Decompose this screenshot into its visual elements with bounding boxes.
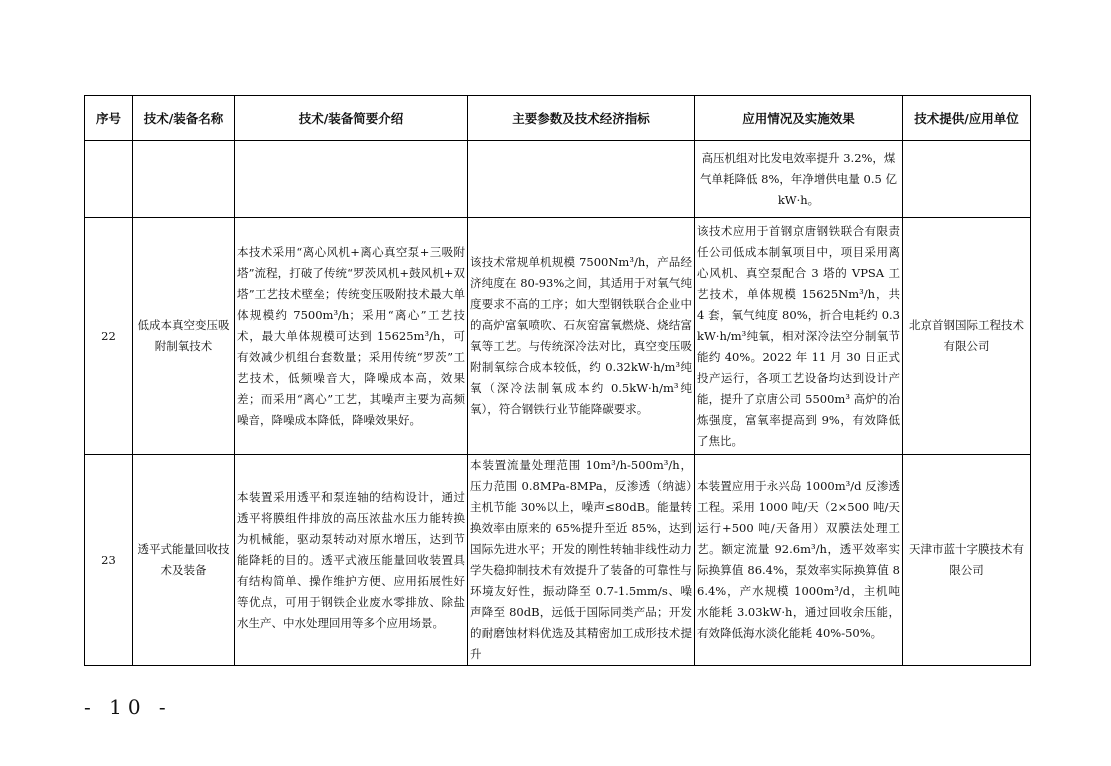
- cell-name: 低成本真空变压吸附制氧技术: [133, 218, 235, 455]
- header-name: 技术/装备名称: [133, 96, 235, 141]
- header-no: 序号: [85, 96, 133, 141]
- cell-application: 该技术应用于首钢京唐钢铁联合有限责任公司低成本制氧项目中，项目采用离心风机、真空泵配合 3 塔的 VPSA 工艺技术，单体规模 15625Nm³/h，共 4 套，氧气纯度 80%，折合电耗约 0.3kW·h/m³纯氧，相对深冷法空分制氧节能约 40%。2022 年 11 月 30 日正式投产运行，各项工艺设备均达到设计产能，提升了京唐公司 5500m³ 高炉的冶炼强度，富氧率提高到 9%，有效降低了焦比。: [695, 218, 903, 455]
- cell-unit: [903, 141, 1031, 218]
- cell-name: 透平式能量回收技术及装备: [133, 455, 235, 666]
- table-row-continuation: [85, 141, 1031, 218]
- header-application: 应用情况及实施效果: [695, 96, 903, 141]
- cell-unit: 北京首钢国际工程技术有限公司: [903, 218, 1031, 455]
- cell-no: 22: [85, 218, 133, 455]
- cell-intro: 本技术采用“离心风机+离心真空泵+三吸附塔”流程，打破了传统“罗茨风机+鼓风机+双塔”工艺技术壁垒；传统变压吸附技术最大单体规模约 7500m³/h；采用“离心”工艺技术，最大单体规模可达到 15625m³/h，可有效减少机组台套数量；采用传统“罗茨”工艺技术，低频噪音大，降噪成本高，效果差；而采用“离心”工艺，其噪声主要为高频噪音，降噪成本降低，降噪效果好。: [235, 218, 468, 455]
- cell-intro: [235, 141, 468, 218]
- cell-name: [133, 141, 235, 218]
- header-unit: 技术提供/应用单位: [903, 96, 1031, 141]
- table-header-row: [85, 96, 1031, 141]
- header-params: 主要参数及技术经济指标: [468, 96, 695, 141]
- cell-application: 高压机组对比发电效率提升 3.2%，煤气单耗降低 8%，年净增供电量 0.5 亿 kW·h。: [695, 141, 903, 218]
- cell-unit: 天津市蓝十字膜技术有限公司: [903, 455, 1031, 666]
- cell-params: [468, 141, 695, 218]
- page-number: - 10 -: [84, 695, 172, 719]
- cell-intro: 本装置采用透平和泵连轴的结构设计，通过透平将膜组件排放的高压浓盐水压力能转换为机械能，驱动泵转动对原水增压，达到节能降耗的目的。透平式液压能量回收装置具有结构简单、操作维护方便、应用拓展性好等优点，可用于钢铁企业废水零排放、除盐水生产、中水处理回用等多个应用场景。: [235, 455, 468, 666]
- technology-catalog-table: [84, 95, 1031, 666]
- cell-no: [85, 141, 133, 218]
- header-intro: 技术/装备简要介绍: [235, 96, 468, 141]
- cell-params: 本装置流量处理范围 10m³/h-500m³/h，压力范围 0.8MPa-8MPa，反渗透（纳滤）主机节能 30%以上，噪声≤80dB。能量转换效率由原来的 65%提升至近 85%，达到国际先进水平；开发的刚性转轴非线性动力学失稳抑制技术有效提升了装备的可靠性与环境友好性，振动降至 0.7-1.5mm/s、噪声降至 80dB，远低于国际同类产品；开发的耐磨蚀材料优选及其精密加工成形技术提升: [468, 455, 695, 666]
- cell-params: 该技术常规单机规模 7500Nm³/h，产品经济纯度在 80-93%之间，其适用于对氧气纯度要求不高的工序；如大型钢铁联合企业中的高炉富氧喷吹、石灰窑富氧燃烧、烧结富氧等工艺。与传统深冷法对比，真空变压吸附制氧综合成本较低，约 0.32kW·h/m³纯氧（深冷法制氧成本约 0.5kW·h/m³纯氧），符合钢铁行业节能降碳要求。: [468, 218, 695, 455]
- cell-application: 本装置应用于永兴岛 1000m³/d 反渗透工程。采用 1000 吨/天（2×500 吨/天运行+500 吨/天备用）双膜法处理工艺。额定流量 92.6m³/h，透平效率实际换算值 86.4%，泵效率实际换算值 86.4%，产水规模 1000m³/d，主机吨水能耗 3.03kW·h，通过回收余压能，有效降低海水淡化能耗 40%-50%。: [695, 455, 903, 666]
- table-row: [85, 455, 1031, 666]
- table-row: [85, 218, 1031, 455]
- cell-no: 23: [85, 455, 133, 666]
